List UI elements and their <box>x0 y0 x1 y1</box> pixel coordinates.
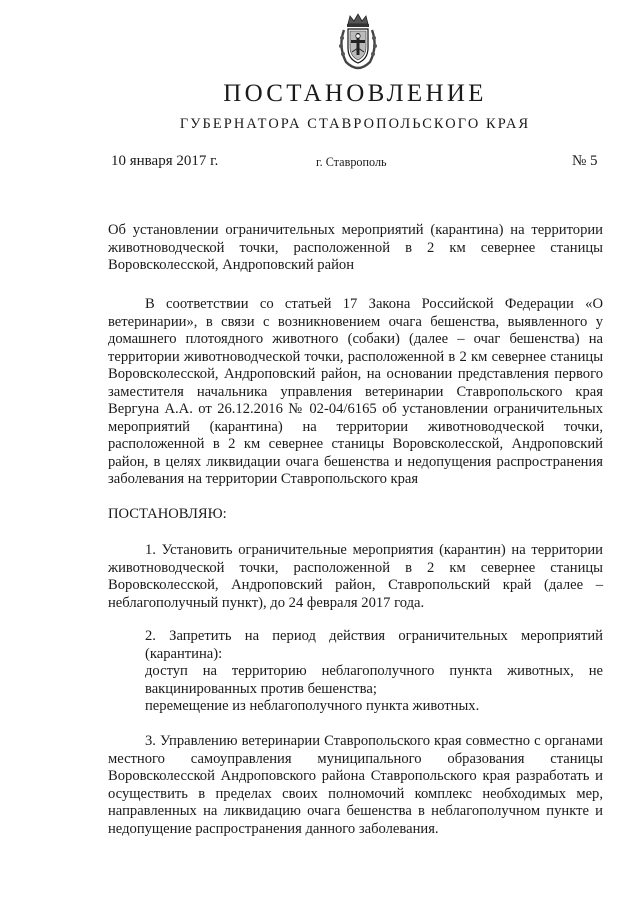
item-3-paragraph: 3. Управлению ветеринарии Ставропольского края совместно с органами местного самоуправления муниципального образования станицы Воровсколесской Андроповского района Ставропольского края разработать и осуществить в пределах своих полномочий комплекс необходимых мер, направленных на ликвидацию очага бешенства в неблагополучном пункте и недопущение распространения данного заболевания. <box>108 733 603 837</box>
preamble-paragraph: В соответствии со статьей 17 Закона Российской Федерации «О ветеринарии», в связи с возникновением очага бешенства, выявленного у домашнего плотоядного животного (собаки) (далее – очаг бешенства) на территории животноводческой точки, расположенной в 2 км севернее станицы Воровсколесской, Андроповский район, на основании представления первого заместителя начальника управления ветеринарии Ставропольского края Вергуна А.А. от 26.12.2016 № 02-04/6165 об установлении ограничительных мероприятий (карантина) на территории животноводческой точки, расположенной в 2 км севернее станицы Воровсколесской, Андроповский район, в целях ликвидации очага бешенства и недопущения распространения заболевания на территории Ставропольского края <box>108 296 603 487</box>
item-2-block <box>108 628 603 716</box>
item-2-sub-2: перемещение из неблагополучного пункта животных. <box>145 698 480 714</box>
document-city: г. Ставрополь <box>316 155 387 169</box>
item-2-intro: 2. Запретить на период действия ограничительных мероприятий (карантина): <box>145 628 603 662</box>
document-number: № 5 <box>572 153 598 169</box>
decree-word: ПОСТАНОВЛЯЮ: <box>108 506 227 522</box>
item-1-paragraph: 1. Установить ограничительные мероприятия (карантин) на территории животноводческой точки, расположенной в 2 км севернее станицы Воровсколесской, Андроповский район, Ставропольский край (далее – неблагополучный пункт), до 24 февраля 2017 года. <box>108 542 603 611</box>
document-date: 10 января 2017 г. <box>111 153 219 169</box>
item-2-sub-1: доступ на территорию неблагополучного пункта животных, не вакцинированных против бешенства; <box>145 663 603 697</box>
document-title: ПОСТАНОВЛЕНИЕ <box>223 80 487 107</box>
stavropol-coat-of-arms-icon <box>336 12 380 70</box>
issuer-subtitle: ГУБЕРНАТОРА СТАВРОПОЛЬСКОГО КРАЯ <box>179 116 531 132</box>
decree-subject: Об установлении ограничительных мероприятий (карантина) на территории животноводческой точки, расположенной в 2 км севернее станицы Воровсколесской, Андроповский район <box>108 222 603 273</box>
